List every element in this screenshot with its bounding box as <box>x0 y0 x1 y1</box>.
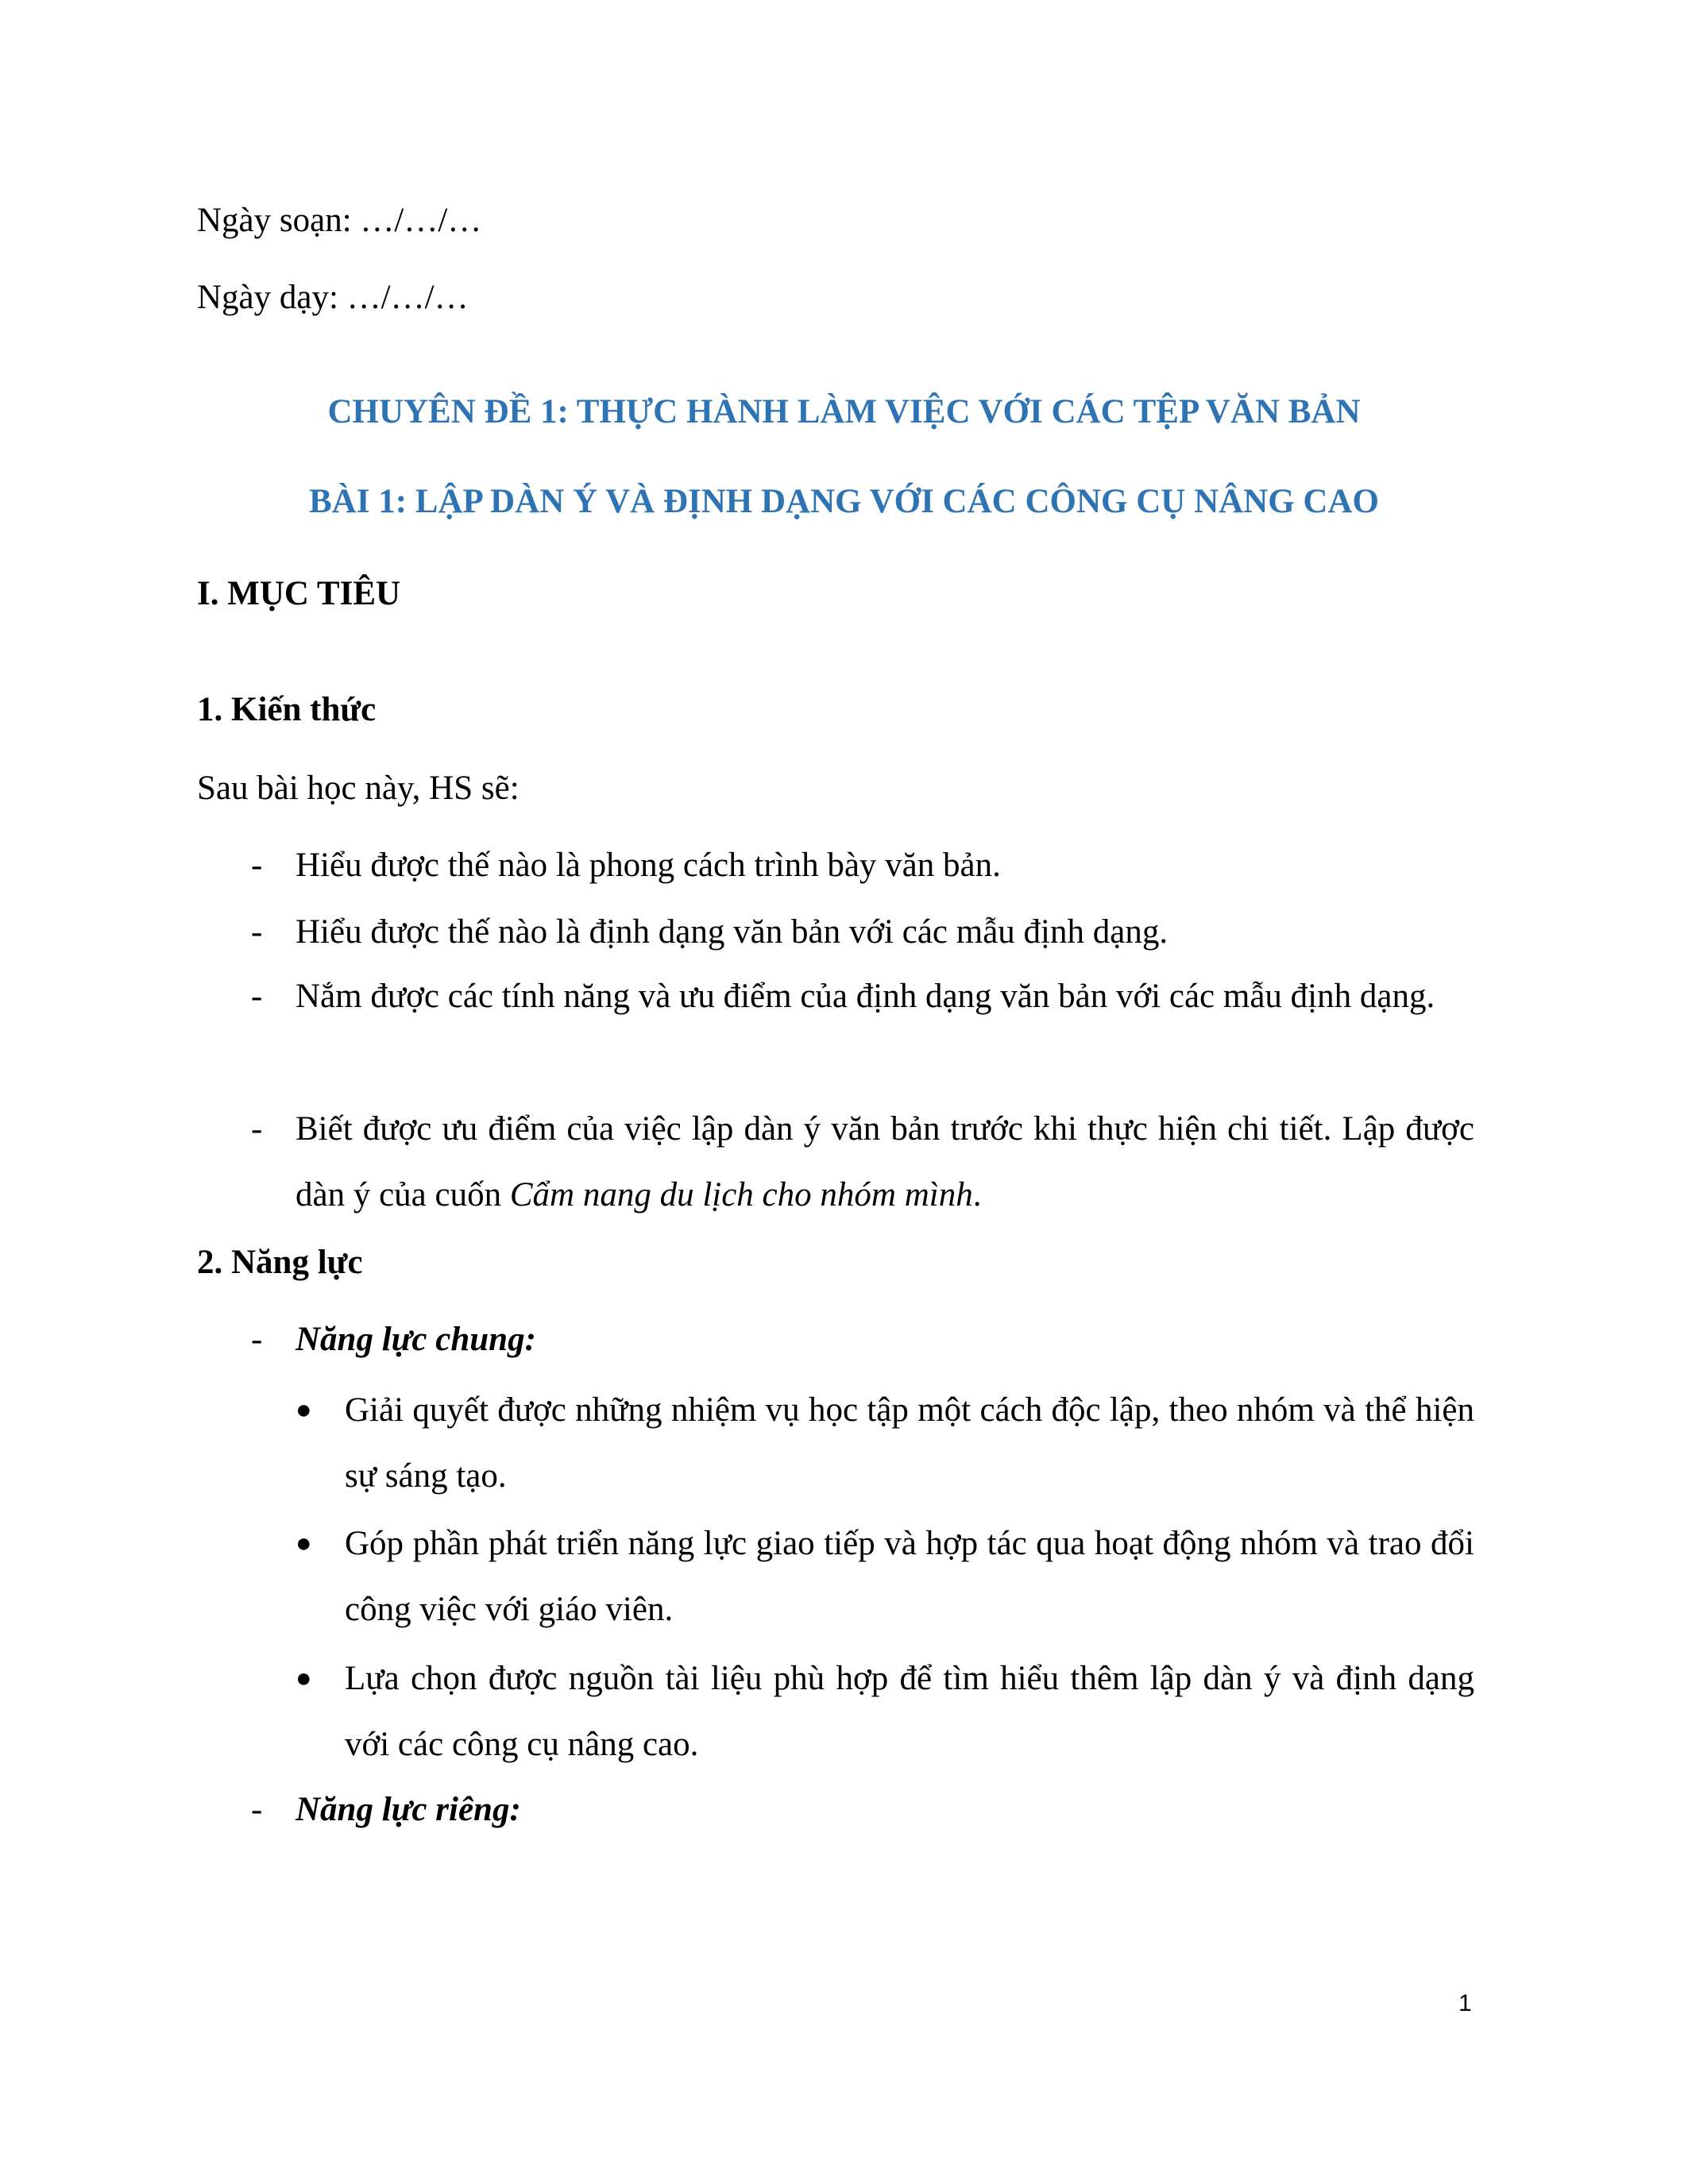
list-item: Nắm được các tính năng và ưu điểm của định dạng văn bản với các mẫu định dạng. <box>295 978 1435 1015</box>
prep-date: Ngày soạn: …/…/… <box>197 202 482 239</box>
list-item: Hiểu được thế nào là phong cách trình bày văn bản. <box>295 847 1001 884</box>
dash-marker: - <box>251 1791 263 1828</box>
dash-marker: - <box>251 1321 263 1358</box>
topic-title: CHUYÊN ĐỀ 1: THỰC HÀNH LÀM VIỆC VỚI CÁC TỆP VĂN BẢN <box>327 393 1361 430</box>
bullet-icon: ● <box>295 1395 312 1425</box>
list-item: Giải quyết được những nhiệm vụ học tập một cách độc lập, theo nhóm và thể hiện sự sáng tạo. <box>345 1391 1474 1495</box>
list-item-end: . <box>972 1176 982 1214</box>
list-item: Hiểu được thế nào là định dạng văn bản với các mẫu định dạng. <box>295 913 1168 951</box>
dash-marker: - <box>251 913 263 951</box>
knowledge-intro: Sau bài học này, HS sẽ: <box>197 770 520 807</box>
list-item-text: Biết được ưu điểm của việc lập dàn ý văn bản trước khi thực hiện chi tiết. Lập được dàn ý của cuốn <box>295 1110 1474 1214</box>
teach-date: Ngày dạy: …/…/… <box>197 279 469 316</box>
section-heading-objectives: I. MỤC TIÊU <box>197 575 401 612</box>
page-number: 1 <box>1458 1990 1472 2016</box>
subheading-competence: 2. Năng lực <box>197 1244 363 1281</box>
dash-marker: - <box>251 1110 263 1148</box>
subheading-knowledge: 1. Kiến thức <box>197 691 377 728</box>
bullet-icon: ● <box>295 1529 312 1558</box>
general-competence-label: Năng lực chung: <box>295 1321 536 1358</box>
bullet-icon: ● <box>295 1664 312 1693</box>
list-item: Lựa chọn được nguồn tài liệu phù hợp để tìm hiểu thêm lập dàn ý và định dạng với các công cụ nâng cao. <box>345 1660 1474 1763</box>
dash-marker: - <box>251 978 263 1015</box>
dash-marker: - <box>251 847 263 884</box>
lesson-title: BÀI 1: LẬP DÀN Ý VÀ ĐỊNH DẠNG VỚI CÁC CÔNG CỤ NÂNG CAO <box>309 483 1379 520</box>
list-item: Góp phần phát triển năng lực giao tiếp và hợp tác qua hoạt động nhóm và trao đổi công việc với giáo viên. <box>345 1525 1474 1628</box>
specific-competence-label: Năng lực riêng: <box>295 1791 521 1828</box>
list-item <box>295 1096 1474 1228</box>
book-title: Cẩm nang du lịch cho nhóm mình <box>509 1176 973 1214</box>
